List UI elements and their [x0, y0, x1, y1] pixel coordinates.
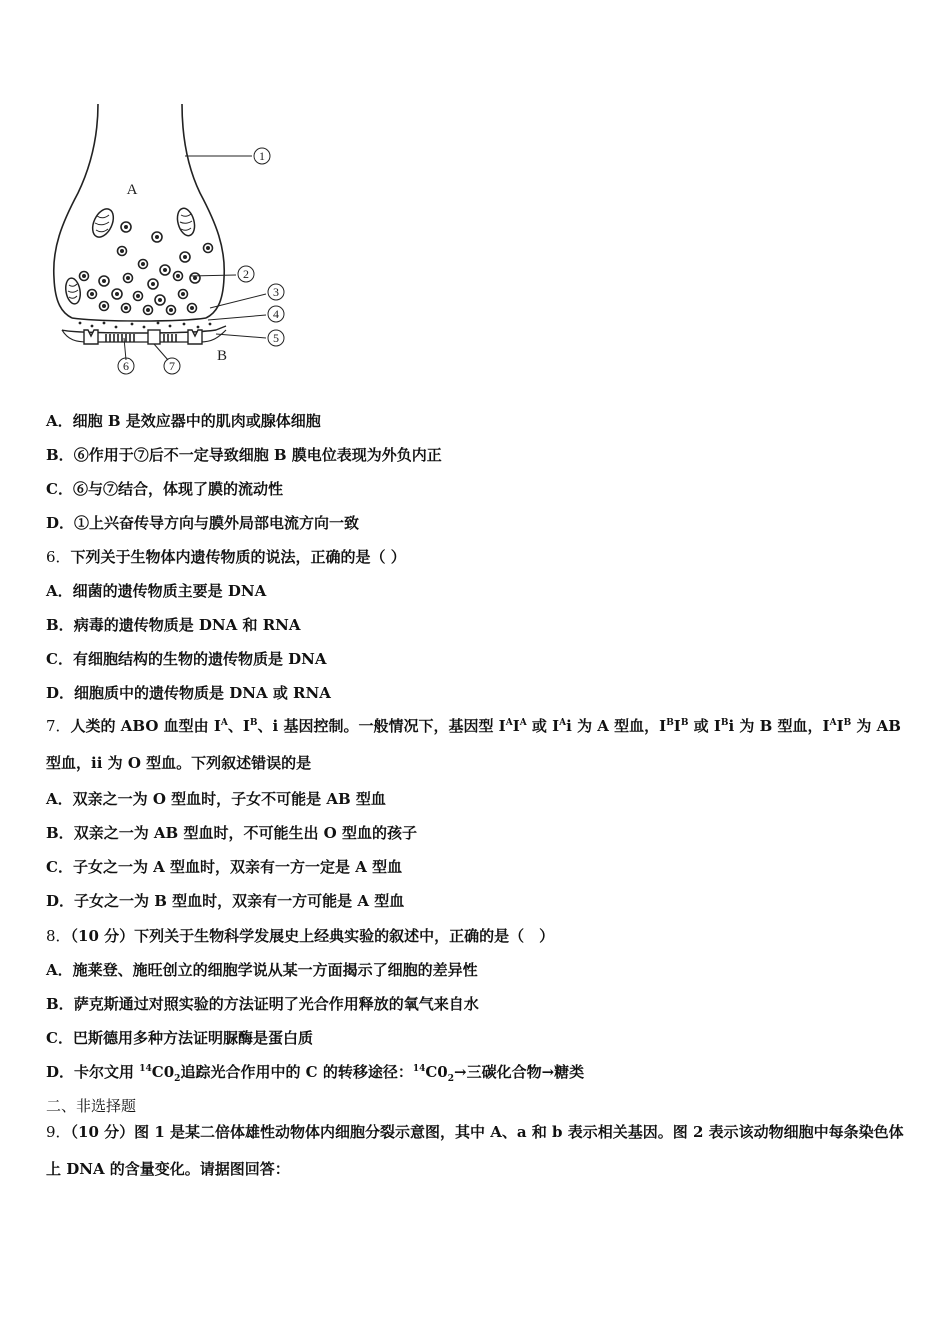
synapse-figure	[40, 98, 310, 383]
synapse-diagram	[40, 98, 310, 383]
svg-text:1: 1	[259, 149, 265, 163]
ion-channel-icon	[106, 334, 176, 342]
q6-stem: 6．下列关于生物体内遗传物质的说法，正确的是（ ）	[46, 548, 406, 566]
q5-option-b: B．⑥作用于⑦后不一定导致细胞 B 膜电位表现为外负内正	[46, 446, 442, 464]
q6-option-c: C．有细胞结构的生物的遗传物质是 DNA	[46, 650, 327, 668]
svg-text:2: 2	[243, 267, 249, 281]
svg-text:7: 7	[169, 359, 175, 373]
q5-option-c: C．⑥与⑦结合，体现了膜的流动性	[46, 480, 283, 498]
q6-option-a: A．细菌的遗传物质主要是 DNA	[46, 582, 267, 600]
q8-option-a: A．施莱登、施旺创立的细胞学说从某一方面揭示了细胞的差异性	[46, 961, 478, 979]
q8-option-b: B．萨克斯通过对照实验的方法证明了光合作用释放的氧气来自水	[46, 995, 479, 1013]
q6-option-b: B．病毒的遗传物质是 DNA 和 RNA	[46, 616, 301, 634]
q7-stem: 7．人类的 ABO 血型由 $I^A$、$I^B$、i 基因控制。一般情况下，基因型 $I^AI^A$ 或 $I^Ai$ 为 A 型血，$I^BI^B$ 或 $I^Bi$ 为 B 型血，$I^AI^B$ 为 AB 型血，ii 为 O 型血。下列叙述错误的是	[46, 717, 901, 772]
q8-stem: 8．（10 分）下列关于生物科学发展史上经典实验的叙述中，正确的是（ ）	[46, 927, 555, 945]
q8-option-c: C．巴斯德用多种方法证明脲酶是蛋白质	[46, 1029, 313, 1047]
q5-option-a: A．细胞 B 是效应器中的肌肉或腺体细胞	[46, 412, 321, 430]
q7-option-b: B．双亲之一为 AB 型血时，不可能生出 O 型血的孩子	[46, 824, 417, 842]
q7-option-c: C．子女之一为 A 型血时，双亲有一方一定是 A 型血	[46, 858, 403, 876]
svg-text:3: 3	[273, 285, 279, 299]
q9-stem: 9．（10 分）图 1 是某二倍体雄性动物体内细胞分裂示意图，其中 A、a 和 b 表示相关基因。图 2 表示该动物细胞中每条染色体上 DNA 的含量变化。请据图回答：	[46, 1123, 904, 1178]
mitochondrion-icon	[64, 277, 82, 305]
svg-text:4: 4	[273, 307, 279, 321]
presynaptic-membrane	[72, 318, 206, 321]
section-heading: 二、非选择题	[46, 1097, 137, 1115]
q8-option-d: D．卡尔文用 $^{14}C0_2$追踪光合作用中的 C 的转移途径：$^{14}C0_2\to$三碳化合物→糖类	[46, 1063, 585, 1084]
q7-option-d: D．子女之一为 B 型血时，双亲有一方可能是 A 型血	[46, 892, 405, 910]
q7-option-a: A．双亲之一为 O 型血时，子女不可能是 AB 型血	[46, 790, 386, 808]
label-cell-a: A	[126, 182, 138, 198]
mitochondrion-icon	[89, 206, 118, 241]
svg-text:5: 5	[273, 331, 279, 345]
q5-option-d: D．①上兴奋传导方向与膜外局部电流方向一致	[46, 514, 360, 532]
neurotransmitter-dots	[79, 322, 212, 329]
label-cell-b: B	[216, 348, 228, 364]
mitochondrion-icon	[175, 206, 198, 237]
q6-option-d: D．细胞质中的遗传物质是 DNA 或 RNA	[46, 684, 331, 702]
svg-text:6: 6	[123, 359, 129, 373]
